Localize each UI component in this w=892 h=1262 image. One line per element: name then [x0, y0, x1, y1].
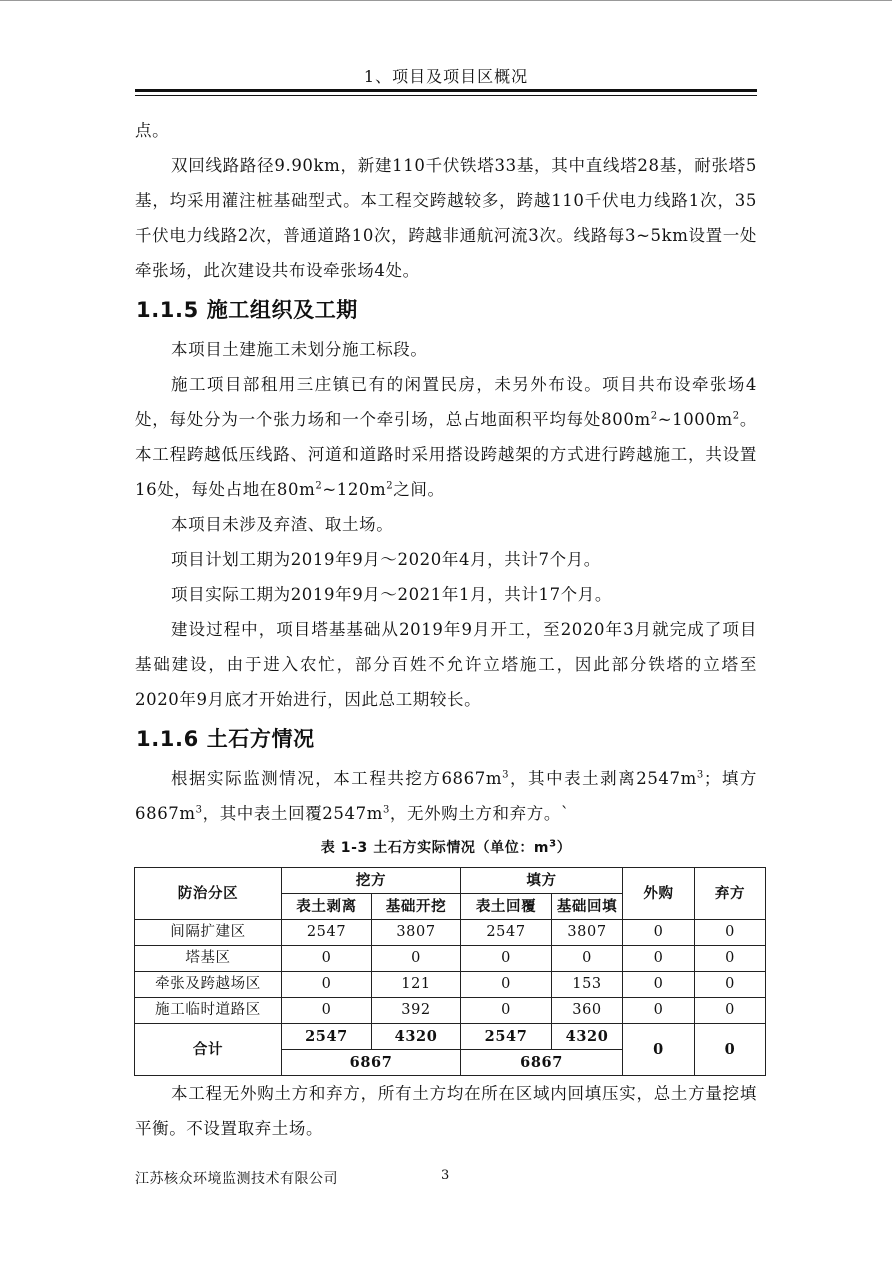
header-waste: 弃方: [695, 868, 766, 920]
table-row: [135, 998, 766, 1024]
cell-foundation-cut: 3807: [372, 920, 461, 946]
cell-cover: 0: [461, 972, 552, 998]
header-fill: 填方: [461, 868, 623, 894]
table-total-row: [135, 1024, 766, 1050]
cell-strip: 0: [282, 998, 372, 1024]
cell-zone: 牵张及跨越场区: [135, 972, 282, 998]
running-header: 1、项目及项目区概况: [363, 67, 529, 86]
cell-total-purchase: 0: [623, 1024, 695, 1076]
cell-fill-sum: 6867: [461, 1050, 623, 1076]
footer-company: 江苏核众环境监测技术有限公司: [135, 1171, 338, 1187]
header-strip: 表土剥离: [282, 894, 372, 920]
cell-strip: 0: [282, 972, 372, 998]
cell-cover: 2547: [461, 920, 552, 946]
header-foundation-cut: 基础开挖: [372, 894, 461, 920]
cell-cover: 0: [461, 946, 552, 972]
header-cut: 挖方: [282, 868, 461, 894]
cell-strip: 2547: [282, 920, 372, 946]
cell-waste: 0: [695, 972, 766, 998]
paragraph: 点。: [135, 121, 170, 140]
header-rule: [135, 89, 757, 92]
table-row: [135, 972, 766, 998]
header-zone: 防治分区: [135, 868, 282, 920]
cell-total-foundation-fill: 4320: [552, 1024, 623, 1050]
page-number: 3: [441, 1168, 450, 1183]
cell-foundation-fill: 360: [552, 998, 623, 1024]
cell-purchase: 0: [623, 946, 695, 972]
header-foundation-fill: 基础回填: [552, 894, 623, 920]
paragraph: 双回线路路径9.90km，新建110千伏铁塔33基，其中直线塔28基，耐张塔5基，均采用灌注桩基础型式。本工程交跨越较多，跨越110千伏电力线路1次，35千伏电力线路2次，普通道路10次，跨越非通航河流3次。线路每3~5km设置一处牵张场，此次建设共布设牵张场4处。: [135, 156, 757, 280]
paragraph: 本项目土建施工未划分施工标段。: [171, 340, 428, 359]
cell-zone: 施工临时道路区: [135, 998, 282, 1024]
cell-waste: 0: [695, 920, 766, 946]
header-cover: 表土回覆: [461, 894, 552, 920]
top-edge-line: [0, 0, 892, 1]
cell-foundation-fill: 3807: [552, 920, 623, 946]
cell-total-foundation-cut: 4320: [372, 1024, 461, 1050]
table-header-row: [135, 868, 766, 894]
cell-purchase: 0: [623, 998, 695, 1024]
cell-zone: 塔基区: [135, 946, 282, 972]
cell-cut-sum: 6867: [282, 1050, 461, 1076]
cell-total-strip: 2547: [282, 1024, 372, 1050]
paragraph: 建设过程中，项目塔基基础从2019年9月开工，至2020年3月就完成了项目基础建设，由于进入农忙，部分百姓不允许立塔施工，因此部分铁塔的立塔至2020年9月底才开始进行，因此总工期较长。: [135, 620, 757, 709]
cell-foundation-fill: 153: [552, 972, 623, 998]
cell-waste: 0: [695, 998, 766, 1024]
cell-foundation-cut: 0: [372, 946, 461, 972]
cell-total-cover: 2547: [461, 1024, 552, 1050]
paragraph: 项目实际工期为2019年9月～2021年1月，共计17个月。: [171, 585, 612, 604]
section-heading: 1.1.6 土石方情况: [136, 727, 315, 751]
cell-foundation-cut: 121: [372, 972, 461, 998]
earthwork-table: [134, 867, 766, 1076]
paragraph: 本工程无外购土方和弃方，所有土方均在所在区域内回填压实，总土方量挖填平衡。不设置取弃土场。: [135, 1084, 757, 1138]
table-row: [135, 946, 766, 972]
cell-purchase: 0: [623, 920, 695, 946]
paragraph: 本项目未涉及弃渣、取土场。: [171, 515, 394, 534]
table-caption: 表 1-3 土石方实际情况（单位：$m^3$）: [320, 838, 572, 856]
cell-cover: 0: [461, 998, 552, 1024]
cell-strip: 0: [282, 946, 372, 972]
cell-waste: 0: [695, 946, 766, 972]
paragraph: 项目计划工期为2019年9月～2020年4月，共计7个月。: [171, 550, 601, 569]
section-heading: 1.1.5 施工组织及工期: [136, 298, 358, 322]
cell-total-waste: 0: [695, 1024, 766, 1076]
header-purchase: 外购: [623, 868, 695, 920]
cell-total-label: 合计: [135, 1024, 282, 1076]
table-row: [135, 920, 766, 946]
cell-foundation-cut: 392: [372, 998, 461, 1024]
cell-zone: 间隔扩建区: [135, 920, 282, 946]
paragraph: 根据实际监测情况，本工程共挖方$6867m^3$，其中表土剥离$2547m^3$；填方$6867m^3$，其中表土回覆$2547m^3$，无外购土方和弃方。`: [135, 769, 758, 823]
cell-foundation-fill: 0: [552, 946, 623, 972]
header-rule-thin: [135, 95, 757, 96]
paragraph: 施工项目部租用三庄镇已有的闲置民房，未另外布设。项目共布设牵张场4处，每处分为一个张力场和一个牵引场，总占地面积平均每处$800m^2\sim 1000m^2$。本工程跨越低压线路、河道和道路时采用搭设跨越架的方式进行跨越施工，共设置16处，每处占地在$80m^2\sim 120m^2$之间。: [135, 375, 757, 499]
cell-purchase: 0: [623, 972, 695, 998]
document-body: [135, 113, 757, 1146]
